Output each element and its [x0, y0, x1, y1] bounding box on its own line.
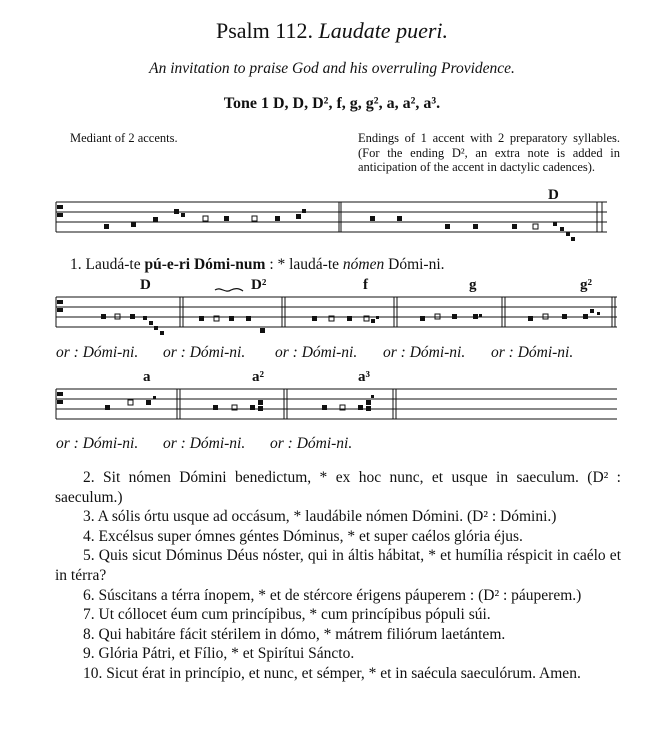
staff-row-3 — [56, 389, 617, 419]
endings-note: Endings of 1 accent with 2 preparatory syllables. (For the ending D², an extra note is added in anticipation of the accent in dactylic cadences). — [358, 131, 620, 174]
lyric-ending: or : Dómi-ni. — [270, 435, 353, 452]
lyric-ending: or : Dómi-ni. — [163, 344, 246, 361]
title-italic: Laudate pueri. — [318, 18, 449, 43]
page-title — [0, 18, 664, 44]
verse: 10. Sicut érat in princípio, et nunc, et sémper, * et in saécula saeculórum. Amen. — [83, 664, 581, 682]
staff-row-2 — [56, 297, 617, 327]
ending-label: f — [363, 277, 368, 293]
verse: 9. Glória Pátri, et Fílio, * et Spirítui Sáncto. — [83, 645, 355, 663]
ending-label: g — [469, 277, 477, 293]
verse: 6. Súscitans a térra ínopem, * et de stércore érigens páuperem : (D² : páuperem.) — [83, 586, 582, 604]
lyric-ending: or : Dómi-ni. — [491, 344, 574, 361]
verse: 4. Excélsus super ómnes géntes Dóminus, * et super caélos glória éjus. — [83, 527, 523, 545]
lyric-row-1: 1. Laudá-te pú-e-ri Dómi-num : * laudá-te nómen Dómi-ni. — [70, 256, 445, 273]
verse: 2. Sit nómen Dómini benedictum, * ex hoc nunc, et usque in saeculum. (D² : saeculum.) — [55, 469, 621, 506]
lyric-ending: or : Dómi-ni. — [56, 435, 139, 452]
lyric-ending: or : Dómi-ni. — [163, 435, 246, 452]
ending-label: a — [143, 369, 151, 385]
ending-label: D — [140, 277, 151, 293]
staff-row-1 — [56, 202, 607, 232]
ending-label-d: D — [548, 187, 559, 203]
verse: 7. Ut cóllocet éum cum princípibus, * cum princípibus pópuli súi. — [83, 606, 491, 624]
verse: 8. Qui habitáre fácit stérilem in dómo, * mátrem filiórum laetántem. — [83, 625, 506, 643]
ending-label: D² — [251, 277, 267, 293]
verse: 3. A sólis órtu usque ad occásum, * laudábile nómen Dómini. (D² : Dómini.) — [83, 508, 557, 526]
tone-heading: Tone 1 D, D, D², f, g, g², a, a², a³. — [223, 95, 441, 112]
subtitle: An invitation to praise God and his overruling Providence. — [149, 60, 515, 77]
lyric-ending: or : Dómi-ni. — [56, 344, 139, 361]
ending-label: g² — [580, 277, 592, 293]
notes-row-3 — [105, 395, 374, 411]
ending-label: a³ — [358, 369, 370, 385]
verse-list — [55, 468, 621, 684]
notes-row-1 — [104, 209, 575, 241]
title-roman: Psalm 112. — [215, 18, 313, 43]
ending-label: a² — [252, 369, 264, 385]
notes-row-2 — [101, 309, 600, 335]
verse: 5. Quis sicut Dóminus Déus nóster, qui in áltis hábitat, * et humília réspicit in caélo et in térra? — [55, 547, 621, 584]
lyric-ending: or : Dómi-ni. — [383, 344, 466, 361]
mediant-note: Mediant of 2 accents. — [70, 131, 178, 145]
lyric-ending: or : Dómi-ni. — [275, 344, 358, 361]
